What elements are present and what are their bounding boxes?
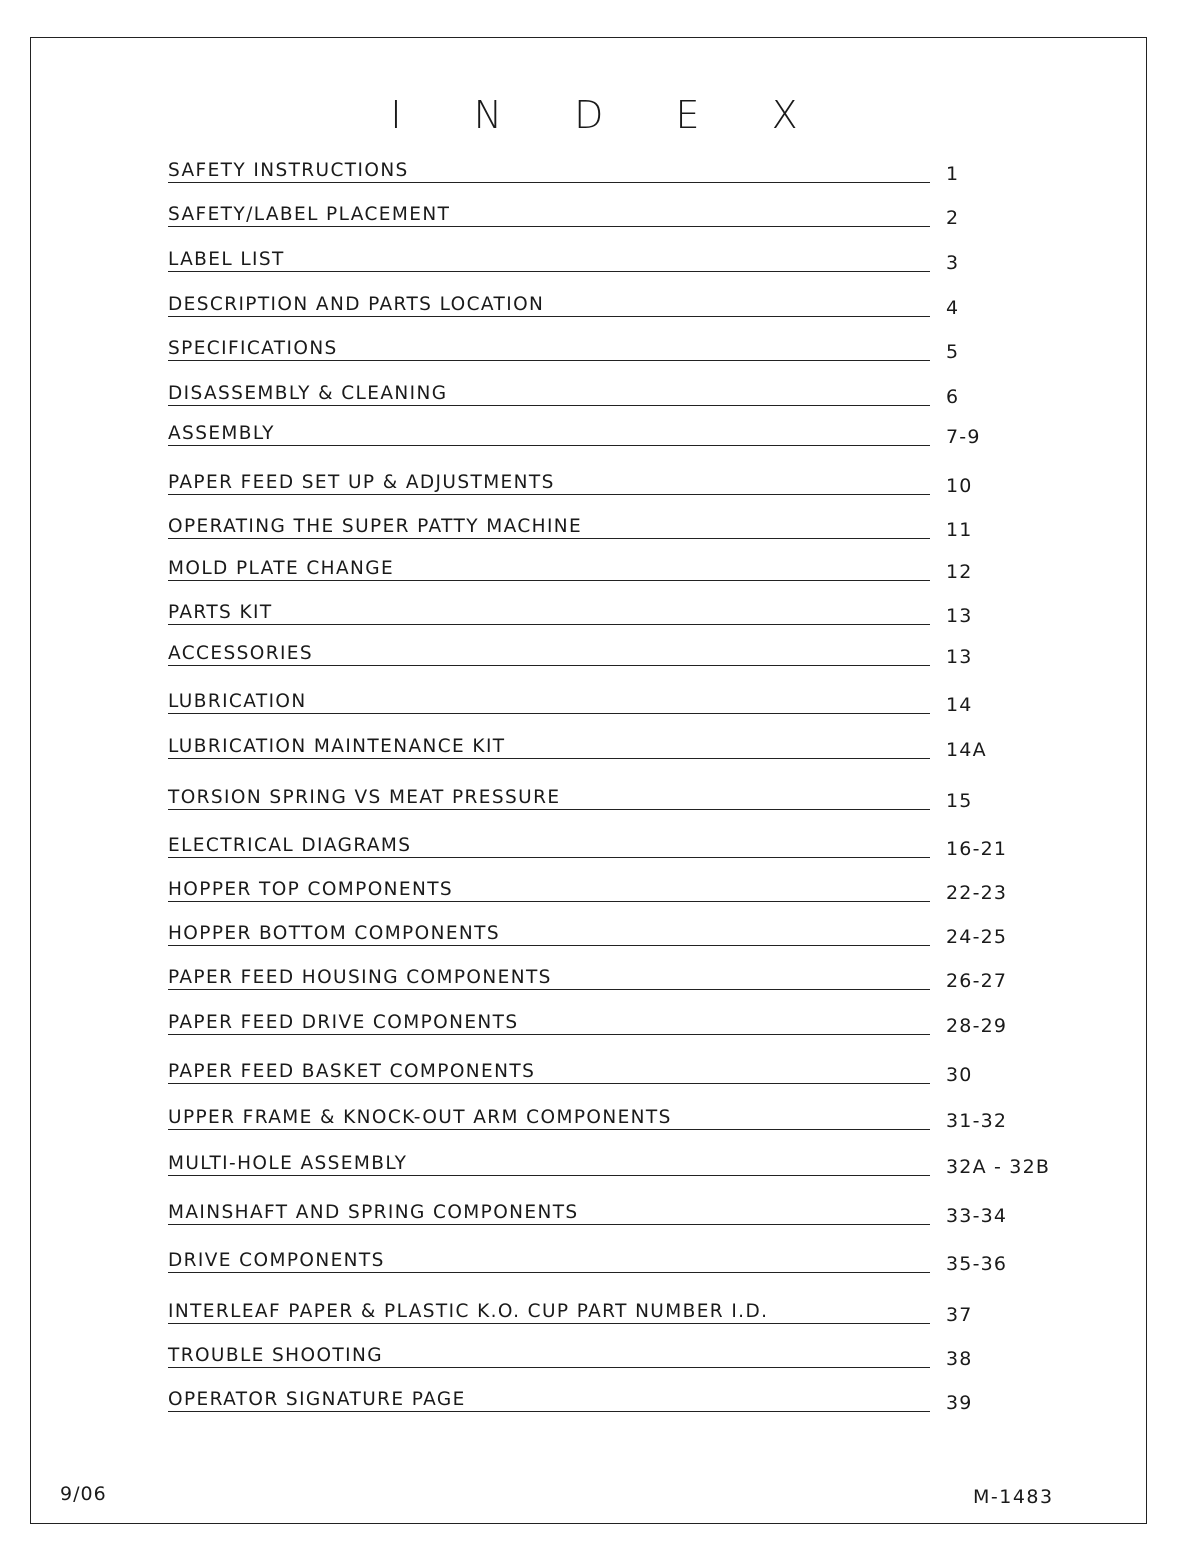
- entry-page: 14: [946, 694, 973, 716]
- entry-label: HOPPER TOP COMPONENTS: [168, 879, 454, 900]
- leader-line: [168, 989, 930, 990]
- leader-line: [168, 271, 930, 272]
- entry-page: 13: [946, 646, 973, 668]
- entry-label: HOPPER BOTTOM COMPONENTS: [168, 923, 500, 944]
- index-entry: [168, 420, 1068, 450]
- entry-label: SAFETY/LABEL PLACEMENT: [168, 204, 451, 225]
- entry-page: 13: [946, 605, 973, 627]
- leader-line: [168, 945, 930, 946]
- entry-page: 12: [946, 561, 973, 583]
- index-entry: [168, 513, 1068, 543]
- index-entry: [168, 832, 1068, 862]
- entry-page: 14A: [946, 739, 987, 761]
- entry-page: 33-34: [946, 1205, 1008, 1227]
- entry-label: SPECIFICATIONS: [168, 338, 338, 359]
- entry-page: 31-32: [946, 1110, 1008, 1132]
- index-entry: [168, 201, 1068, 231]
- leader-line: [168, 1272, 930, 1273]
- entry-label: OPERATING THE SUPER PATTY MACHINE: [168, 516, 583, 537]
- entry-label: SAFETY INSTRUCTIONS: [168, 160, 409, 181]
- leader-line: [168, 360, 930, 361]
- entry-label: OPERATOR SIGNATURE PAGE: [168, 1389, 466, 1410]
- index-entry: [168, 1199, 1068, 1229]
- entry-label: UPPER FRAME & KNOCK-OUT ARM COMPONENTS: [168, 1107, 672, 1128]
- entry-page: 35-36: [946, 1253, 1008, 1275]
- index-entry: [168, 599, 1068, 629]
- entry-label: MOLD PLATE CHANGE: [168, 558, 395, 579]
- entry-page: 26-27: [946, 970, 1008, 992]
- page-title: I N D E X: [390, 93, 828, 137]
- leader-line: [168, 713, 930, 714]
- leader-line: [168, 809, 930, 810]
- index-entry: [168, 1342, 1068, 1372]
- entry-page: 28-29: [946, 1015, 1008, 1037]
- entry-page: 3: [946, 252, 960, 274]
- leader-line: [168, 226, 930, 227]
- leader-line: [168, 1175, 930, 1176]
- entry-page: 4: [946, 297, 960, 319]
- entry-label: DRIVE COMPONENTS: [168, 1250, 385, 1271]
- index-entry: [168, 555, 1068, 585]
- entry-label: TROUBLE SHOOTING: [168, 1345, 383, 1366]
- leader-line: [168, 445, 930, 446]
- index-entry: [168, 688, 1068, 718]
- entry-page: 11: [946, 519, 973, 541]
- index-entry: [168, 1009, 1068, 1039]
- entry-page: 39: [946, 1392, 973, 1414]
- leader-line: [168, 580, 930, 581]
- leader-line: [168, 665, 930, 666]
- index-entry: [168, 964, 1068, 994]
- entry-page: 22-23: [946, 882, 1008, 904]
- index-entry: [168, 291, 1068, 321]
- entry-label: ELECTRICAL DIAGRAMS: [168, 835, 412, 856]
- index-entry: [168, 1150, 1068, 1180]
- leader-line: [168, 1367, 930, 1368]
- leader-line: [168, 316, 930, 317]
- entry-page: 10: [946, 475, 973, 497]
- entry-label: LUBRICATION: [168, 691, 307, 712]
- entry-page: 30: [946, 1064, 973, 1086]
- leader-line: [168, 1083, 930, 1084]
- leader-line: [168, 1323, 930, 1324]
- entry-label: ASSEMBLY: [168, 423, 275, 444]
- leader-line: [168, 405, 930, 406]
- entry-page: 37: [946, 1304, 973, 1326]
- entry-label: PAPER FEED SET UP & ADJUSTMENTS: [168, 472, 555, 493]
- index-entry: [168, 1298, 1068, 1328]
- index-entry: [168, 380, 1068, 410]
- revision-date: 9/06: [60, 1483, 107, 1505]
- index-entry: [168, 246, 1068, 276]
- index-entry: [168, 920, 1068, 950]
- entry-label: LABEL LIST: [168, 249, 285, 270]
- index-entry: [168, 1247, 1068, 1277]
- entry-label: MULTI-HOLE ASSEMBLY: [168, 1153, 408, 1174]
- entry-label: INTERLEAF PAPER & PLASTIC K.O. CUP PART NUMBER I.D.: [168, 1301, 769, 1322]
- index-entry: [168, 876, 1068, 906]
- entry-label: MAINSHAFT AND SPRING COMPONENTS: [168, 1202, 579, 1223]
- index-entry: [168, 1104, 1068, 1134]
- leader-line: [168, 857, 930, 858]
- entry-page: 5: [946, 341, 960, 363]
- index-entry: [168, 784, 1068, 814]
- entry-label: PAPER FEED BASKET COMPONENTS: [168, 1061, 536, 1082]
- entry-page: 24-25: [946, 926, 1008, 948]
- entry-label: PARTS KIT: [168, 602, 273, 623]
- entry-page: 32A - 32B: [946, 1156, 1051, 1178]
- index-entry: [168, 733, 1068, 763]
- leader-line: [168, 1034, 930, 1035]
- entry-label: DESCRIPTION AND PARTS LOCATION: [168, 294, 545, 315]
- index-entry: [168, 335, 1068, 365]
- entry-label: PAPER FEED HOUSING COMPONENTS: [168, 967, 552, 988]
- entry-label: DISASSEMBLY & CLEANING: [168, 383, 448, 404]
- index-entry: [168, 469, 1068, 499]
- index-entry: [168, 1058, 1068, 1088]
- entry-page: 1: [946, 163, 960, 185]
- entry-page: 6: [946, 386, 960, 408]
- leader-line: [168, 624, 930, 625]
- index-entry: [168, 640, 1068, 670]
- entry-label: PAPER FEED DRIVE COMPONENTS: [168, 1012, 519, 1033]
- leader-line: [168, 538, 930, 539]
- leader-line: [168, 758, 930, 759]
- leader-line: [168, 1411, 930, 1412]
- entry-page: 15: [946, 790, 973, 812]
- entry-label: ACCESSORIES: [168, 643, 314, 664]
- entry-label: LUBRICATION MAINTENANCE KIT: [168, 736, 506, 757]
- entry-page: 7-9: [946, 426, 981, 448]
- leader-line: [168, 494, 930, 495]
- entry-page: 2: [946, 207, 960, 229]
- index-entry: [168, 1386, 1068, 1416]
- leader-line: [168, 901, 930, 902]
- leader-line: [168, 1224, 930, 1225]
- leader-line: [168, 1129, 930, 1130]
- leader-line: [168, 182, 930, 183]
- index-entry: [168, 157, 1068, 187]
- entry-label: TORSION SPRING VS MEAT PRESSURE: [168, 787, 561, 808]
- entry-page: 16-21: [946, 838, 1008, 860]
- document-number: M-1483: [973, 1486, 1054, 1508]
- entry-page: 38: [946, 1348, 973, 1370]
